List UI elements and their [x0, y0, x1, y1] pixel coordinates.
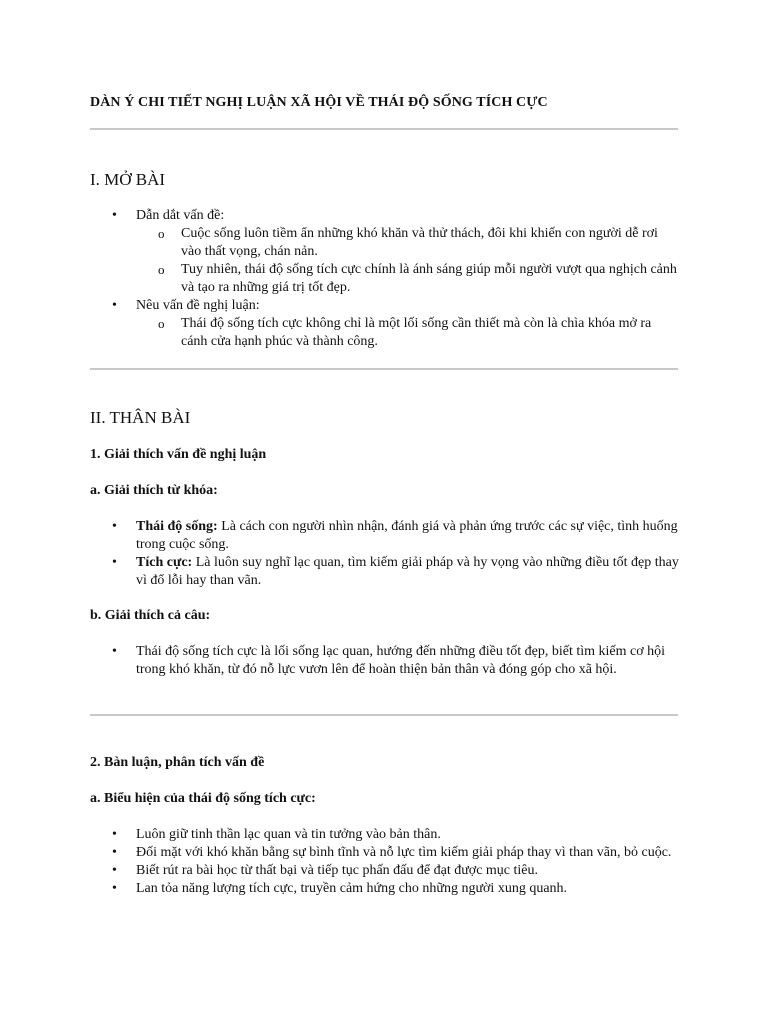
list-item: • Lan tỏa năng lượng tích cực, truyền cảm hứng cho những người xung quanh. — [90, 880, 680, 898]
list-item: • Luôn giữ tinh thần lạc quan và tin tưởng vào bản thân. — [90, 826, 680, 844]
section-1-heading: 1. Giải thích vấn đề nghị luận — [90, 447, 267, 462]
section-1a-heading: a. Giải thích từ khóa: — [90, 483, 218, 498]
document-title: DÀN Ý CHI TIẾT NGHỊ LUẬN XÃ HỘI VỀ THÁI ĐỘ SỐNG TÍCH CỰC — [90, 95, 548, 110]
sub-list — [136, 315, 680, 351]
list-item: • Thái độ sống tích cực là lối sống lạc quan, hướng đến những điều tốt đẹp, biết tìm kiếm cơ hội trong khó khăn, từ đó nỗ lực vươn lên để hoàn thiện bản thân và đóng góp cho xã hội. — [90, 643, 680, 679]
explanation-list — [90, 643, 680, 679]
list-item: • Biết rút ra bài học từ thất bại và tiếp tục phấn đấu để đạt được mục tiêu. — [90, 862, 680, 880]
list-item — [90, 554, 680, 590]
sub-list-item: o Thái độ sống tích cực không chỉ là một lối sống cần thiết mà còn là chìa khóa mở ra cánh cửa hạnh phúc và thành công. — [136, 315, 680, 351]
list-item — [90, 207, 680, 297]
list-item — [90, 297, 680, 351]
list-item: • Đối mặt với khó khăn bằng sự bình tĩnh và nỗ lực tìm kiếm giải pháp thay vì than vãn, bỏ cuộc. — [90, 844, 680, 862]
mo-bai-list — [90, 207, 680, 351]
keyword-definition: Là luôn suy nghĩ lạc quan, tìm kiếm giải pháp và hy vọng vào những điều tốt đẹp thay vì đổ lỗi hay than vãn. — [136, 555, 679, 588]
list-item — [90, 518, 680, 554]
heading-than-bai: II. THÂN BÀI — [90, 408, 191, 427]
section-1b-heading: b. Giải thích cả câu: — [90, 608, 211, 623]
keyword-term: Thái độ sống: — [136, 519, 218, 534]
list-item-label: Nêu vấn đề nghị luận: — [136, 298, 260, 313]
keyword-list — [90, 518, 680, 590]
keyword-definition: Là cách con người nhìn nhận, đánh giá và phản ứng trước các sự việc, tình huống trong cuộc sống. — [136, 519, 678, 552]
horizontal-rule — [90, 714, 678, 716]
section-2a-heading: a. Biểu hiện của thái độ sống tích cực: — [90, 791, 316, 806]
heading-mo-bai: I. MỞ BÀI — [90, 170, 166, 189]
manifestation-list — [90, 826, 680, 898]
sub-list-item: o Cuộc sống luôn tiềm ẩn những khó khăn và thử thách, đôi khi khiến con người dễ rơi vào thất vọng, chán nản. — [136, 225, 680, 261]
section-2-heading: 2. Bàn luận, phân tích vấn đề — [90, 755, 265, 770]
keyword-term: Tích cực: — [136, 555, 193, 570]
list-item-label: Dẫn dắt vấn đề: — [136, 208, 225, 223]
sub-list — [136, 225, 680, 297]
horizontal-rule — [90, 368, 678, 370]
horizontal-rule — [90, 128, 678, 130]
sub-list-item: o Tuy nhiên, thái độ sống tích cực chính là ánh sáng giúp mỗi người vượt qua nghịch cảnh và tạo ra những giá trị tốt đẹp. — [136, 261, 680, 297]
